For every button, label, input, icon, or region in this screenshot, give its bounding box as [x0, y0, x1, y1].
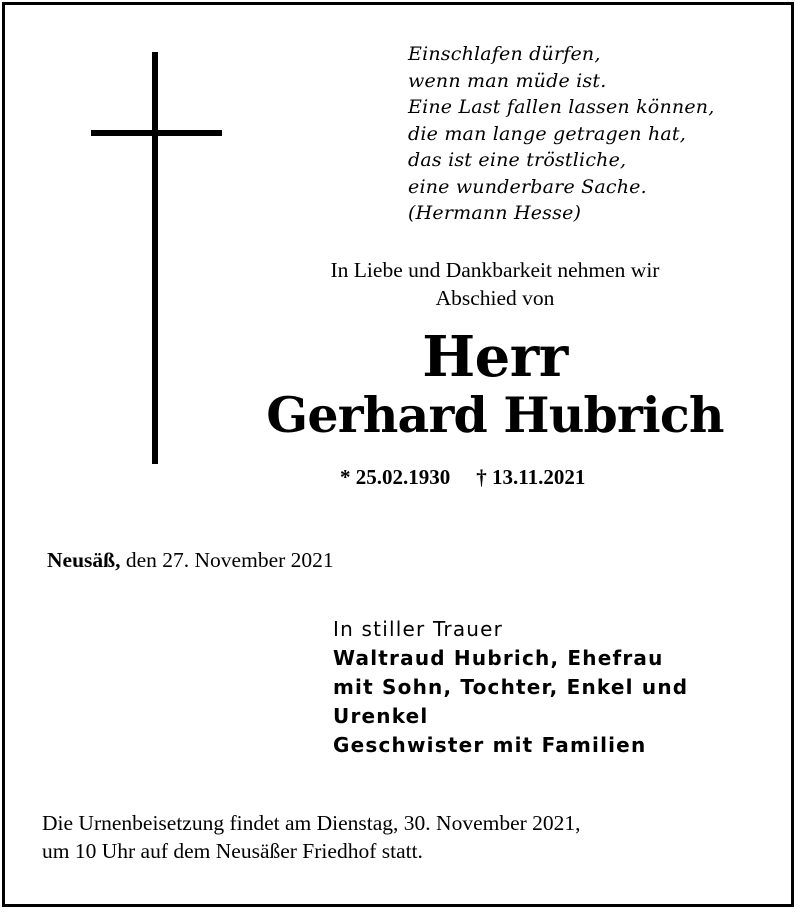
place-name: Neusäß,: [47, 548, 121, 572]
mourner-line: Urenkel: [333, 704, 429, 728]
burial-line: Die Urnenbeisetzung findet am Dienstag, 30. November 2021,: [42, 811, 581, 835]
poem-line: eine wunderbare Sache.: [408, 175, 647, 198]
poem-line: Eine Last fallen lassen können,: [408, 96, 715, 118]
poem-quote: [408, 41, 714, 227]
intro-text: [230, 256, 760, 312]
notice-date: den 27. November 2021: [120, 548, 334, 572]
mourner-line: Waltraud Hubrich, Ehefrau: [333, 646, 664, 670]
burial-notice: [42, 809, 581, 865]
intro-line: In Liebe und Dankbarkeit nehmen wir: [330, 258, 660, 282]
poem-line: das ist eine tröstliche,: [408, 149, 627, 171]
burial-line: um 10 Uhr auf dem Neusäßer Friedhof statt.: [42, 839, 423, 863]
poem-line: wenn man müde ist.: [408, 69, 607, 92]
mourners-block: [333, 615, 688, 760]
mourner-line: Geschwister mit Familien: [333, 733, 647, 757]
place-date-line: [47, 548, 334, 573]
intro-line: Abschied von: [435, 286, 555, 310]
life-dates: [340, 465, 585, 490]
birth-date: * 25.02.1930: [340, 465, 451, 489]
poem-line: Einschlafen dürfen,: [408, 43, 601, 65]
mourner-line: mit Sohn, Tochter, Enkel und: [333, 675, 689, 699]
poem-line: die man lange getragen hat,: [408, 122, 687, 145]
deceased-title: Herr: [422, 324, 568, 390]
deceased-name: Gerhard Hubrich: [266, 386, 724, 444]
poem-author: (Hermann Hesse): [408, 202, 582, 224]
cross-horizontal-bar: [91, 130, 222, 136]
mourners-lead: In stiller Trauer: [333, 617, 504, 641]
cross-vertical-bar: [152, 52, 158, 464]
deceased-name-block: [240, 324, 750, 444]
death-date: † 13.11.2021: [476, 465, 586, 489]
